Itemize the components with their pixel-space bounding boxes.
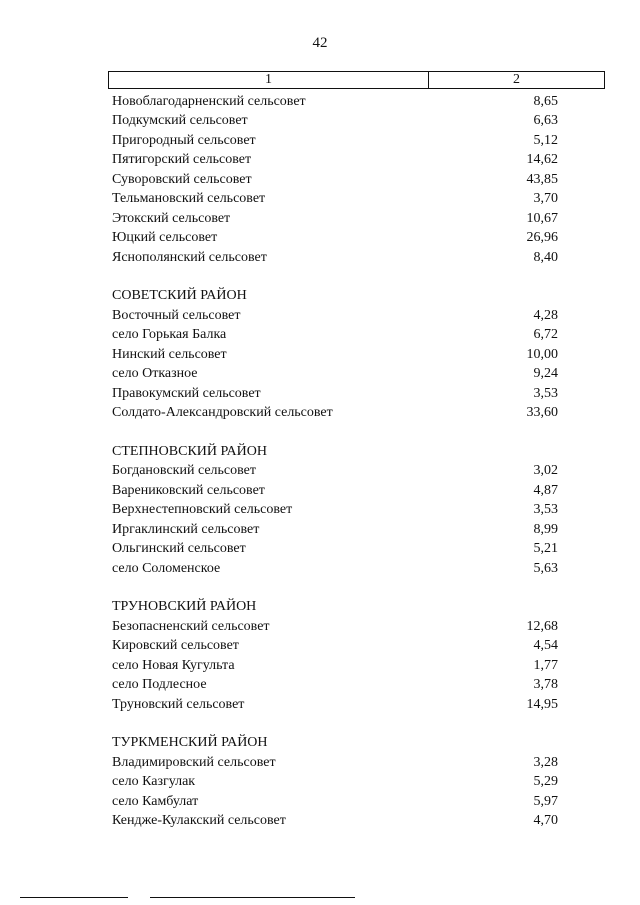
row-value: 6,72: [533, 327, 558, 343]
row-name: Богдановский сельсовет: [112, 463, 256, 479]
table-row: [108, 617, 605, 637]
row-value: 3,02: [533, 463, 558, 479]
row-value: 12,68: [526, 618, 558, 634]
row-name: Варениковский сельсовет: [112, 482, 265, 498]
section-spacer: [108, 715, 605, 734]
table-header-col-2: 2: [513, 72, 520, 87]
row-value: 3,70: [533, 191, 558, 207]
row-name: Тельмановский сельсовет: [112, 191, 266, 207]
row-name: село Подлесное: [112, 677, 207, 693]
row-name: Безопасненский сельсовет: [112, 618, 270, 634]
table-row: [108, 812, 605, 832]
row-name: Кендже-Кулакский сельсовет: [112, 813, 286, 829]
row-name: село Казгулак: [112, 774, 196, 790]
table-row: [108, 190, 605, 210]
table-row: [108, 170, 605, 190]
row-value: 5,21: [533, 541, 558, 557]
row-value: 5,12: [533, 132, 558, 148]
row-value: 5,63: [533, 560, 558, 576]
row-value: 3,53: [533, 385, 558, 401]
page-number: 42: [312, 35, 328, 51]
row-value: 10,67: [526, 210, 558, 226]
row-value: 1,77: [533, 657, 558, 673]
row-value: 3,78: [533, 677, 558, 693]
section-spacer: [108, 268, 605, 287]
row-value: 3,53: [533, 502, 558, 518]
table-row: [108, 248, 605, 268]
table-body: [108, 92, 605, 831]
row-value: 10,00: [526, 346, 558, 362]
table-header: [108, 71, 605, 89]
table-row: [108, 753, 605, 773]
row-name: Иргаклинский сельсовет: [112, 521, 260, 537]
row-name: село Отказное: [112, 366, 198, 382]
row-value: 8,40: [533, 249, 558, 265]
row-name: Суворовский сельсовет: [112, 171, 252, 187]
row-name: Этокский сельсовет: [112, 210, 231, 226]
row-value: 4,28: [533, 307, 558, 323]
table-row: [108, 384, 605, 404]
row-value: 5,29: [533, 774, 558, 790]
section-spacer: [108, 579, 605, 598]
row-value: 43,85: [526, 171, 558, 187]
row-value: 3,28: [533, 754, 558, 770]
row-name: Владимировский сельсовет: [112, 754, 276, 770]
district-heading: ТРУНОВСКИЙ РАЙОН: [112, 599, 257, 615]
row-name: Правокумский сельсовет: [112, 385, 261, 401]
district-heading: СТЕПНОВСКИЙ РАЙОН: [112, 443, 267, 459]
table-row: [108, 773, 605, 793]
table-row: [108, 306, 605, 326]
row-name: Труновский сельсовет: [112, 696, 245, 712]
row-name: Ольгинский сельсовет: [112, 541, 246, 557]
footer-rule-right: [150, 897, 355, 898]
table-row: [108, 481, 605, 501]
table-row: [108, 676, 605, 696]
row-value: 33,60: [526, 405, 558, 421]
row-name: Восточный сельсовет: [112, 307, 241, 323]
table-row: [108, 656, 605, 676]
row-value: 4,70: [533, 813, 558, 829]
district-heading: ТУРКМЕНСКИЙ РАЙОН: [112, 735, 268, 751]
row-name: село Камбулат: [112, 793, 199, 809]
row-name: Пятигорский сельсовет: [112, 152, 252, 168]
row-value: 26,96: [526, 230, 558, 246]
footer-rule-left: [20, 897, 128, 898]
row-name: село Соломенское: [112, 560, 221, 576]
table-row: [108, 229, 605, 249]
row-value: 4,54: [533, 638, 558, 654]
table-row: [108, 462, 605, 482]
section-spacer: [108, 423, 605, 442]
row-name: Солдато-Александровский сельсовет: [112, 405, 333, 421]
row-name: Пригородный сельсовет: [112, 132, 256, 148]
row-name: Верхнестепновский сельсовет: [112, 502, 293, 518]
row-name: Юцкий сельсовет: [112, 230, 218, 246]
table-row: [108, 520, 605, 540]
row-name: село Горькая Балка: [112, 327, 227, 343]
table-row: [108, 404, 605, 424]
row-name: Новоблагодарненский сельсовет: [112, 93, 306, 109]
table-row: [108, 365, 605, 385]
table-row: [108, 540, 605, 560]
row-value: 8,99: [533, 521, 558, 537]
table-row: [108, 559, 605, 579]
row-value: 14,62: [526, 152, 558, 168]
table-row: [108, 637, 605, 657]
row-value: 9,24: [533, 366, 558, 382]
row-name: Кировский сельсовет: [112, 638, 239, 654]
table-row: [108, 345, 605, 365]
table-header-col-1: 1: [109, 72, 429, 88]
table-row: [108, 92, 605, 112]
table-row: [108, 151, 605, 171]
table-row: [108, 695, 605, 715]
row-name: Нинский сельсовет: [112, 346, 227, 362]
row-name: Подкумский сельсовет: [112, 113, 248, 129]
table-row: [108, 209, 605, 229]
table-row: [108, 501, 605, 521]
row-name: село Новая Кугульта: [112, 657, 235, 673]
row-value: 6,63: [533, 113, 558, 129]
table-row: [108, 326, 605, 346]
table-row: [108, 792, 605, 812]
row-value: 4,87: [533, 482, 558, 498]
table-row: [108, 112, 605, 132]
row-value: 8,65: [533, 93, 558, 109]
district-heading: СОВЕТСКИЙ РАЙОН: [112, 288, 247, 304]
row-value: 5,97: [533, 793, 558, 809]
row-value: 14,95: [526, 696, 558, 712]
row-name: Яснополянский сельсовет: [112, 249, 267, 265]
table-row: [108, 131, 605, 151]
